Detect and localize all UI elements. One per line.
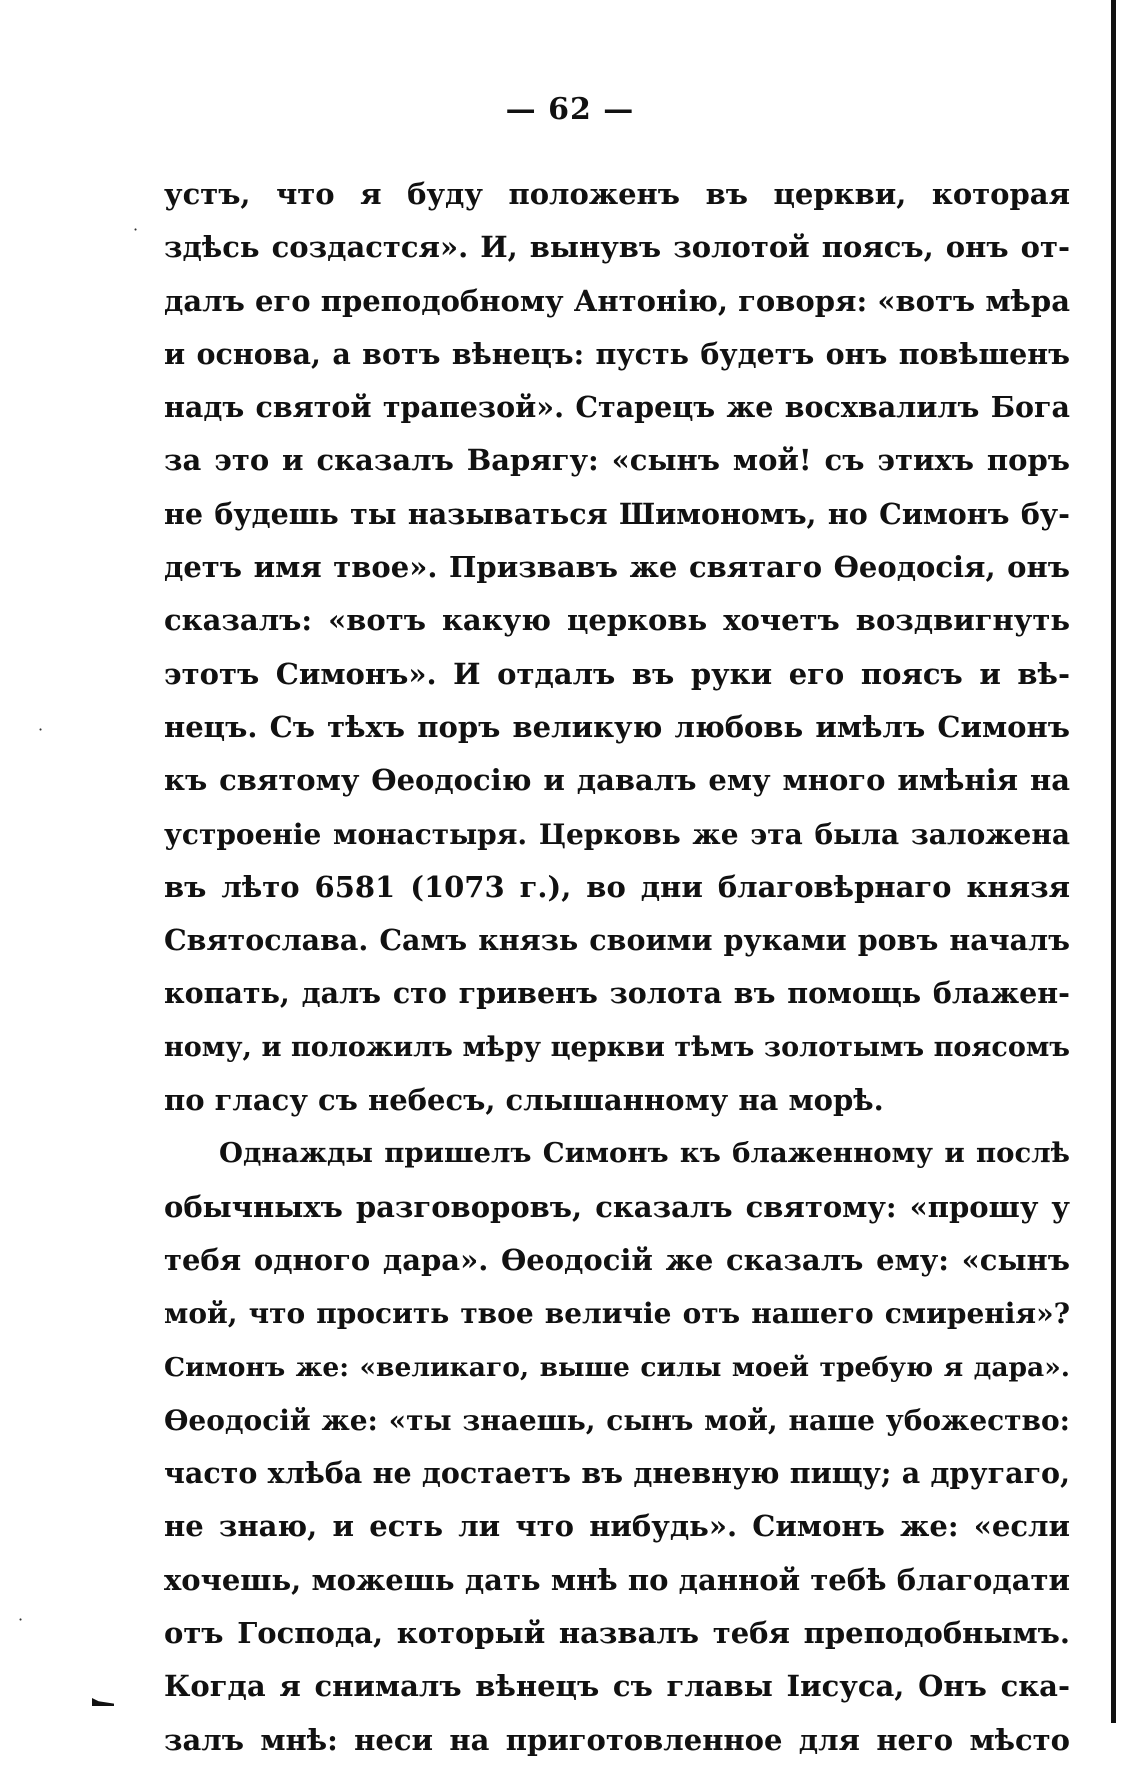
text-line: Симонъ же: «великаго, выше силы моей требую я дара». [164, 1351, 1070, 1383]
text-line: далъ его преподобному Антонію, говоря: «вотъ мѣра [164, 283, 1070, 318]
text-line: и основа, а вотъ вѣнецъ: пусть будетъ онъ повѣшенъ [164, 336, 1070, 371]
text-line: Өеодосій же: «ты знаешь, сынъ мой, наше убожество: [164, 1403, 1070, 1437]
page-number: — 62 — [505, 92, 635, 127]
text-line: къ святому Өеодосію и давалъ ему много имѣнія на [164, 763, 1070, 798]
text-line: устъ, что я буду положенъ въ церкви, которая [164, 177, 1070, 211]
margin-speck: · [18, 1610, 24, 1629]
text-line: обычныхъ разговоровъ, сказалъ святому: «прошу у [164, 1189, 1070, 1224]
text-line: за это и сказалъ Варягу: «сынъ мой! съ этихъ поръ [164, 443, 1070, 478]
text-line: детъ имя твое». Призвавъ же святаго Өеодосія, онъ [164, 550, 1070, 585]
text-line: залъ мнѣ: неси на приготовленное для него мѣсто [164, 1722, 1070, 1757]
text-line: въ лѣто 6581 (1073 г.), во дни благовѣрнаго князя [164, 869, 1070, 904]
text-line: отъ Господа, который назвалъ тебя преподобнымъ. [164, 1616, 1070, 1651]
text-line: часто хлѣба не достаетъ въ дневную пищу; а другаго, [164, 1456, 1070, 1491]
text-line: устроеніе монастыря. Церковь же эта была заложена [164, 817, 1070, 851]
text-line: не знаю, и есть ли что нибудь». Симонъ же: «если [164, 1509, 1070, 1544]
text-line: сказалъ: «вотъ какую церковь хочетъ воздвигнуть [164, 603, 1070, 638]
text-line: нецъ. Съ тѣхъ поръ великую любовь имѣлъ Симонъ [164, 709, 1070, 744]
text-line: мой, что просить твое величіе отъ нашего смиренія»? [164, 1297, 1070, 1331]
text-line: по гласу съ небесъ, слышанному на морѣ. [164, 1083, 884, 1118]
printer-mark [92, 1698, 114, 1706]
text-line: ному, и положилъ мѣру церкви тѣмъ золотымъ поясомъ [164, 1031, 1070, 1063]
text-line: хочешь, можешь дать мнѣ по данной тебѣ благодати [164, 1562, 1070, 1597]
paragraph-first-line: Однажды пришелъ Симонъ къ блаженному и послѣ [219, 1137, 1070, 1170]
text-line: Когда я снималъ вѣнецъ съ главы Іисуса, Онъ ска- [164, 1669, 1070, 1704]
page-edge-shadow [1111, 0, 1116, 1723]
text-line: здѣсь создастся». И, вынувъ золотой поясъ, онъ от- [164, 230, 1070, 265]
text-line: копать, далъ сто гривенъ золота въ помощь блажен- [164, 976, 1070, 1011]
body-text [164, 168, 1070, 1767]
margin-speck: · [133, 220, 139, 239]
text-line: надъ святой трапезой». Старецъ же восхвалилъ Бога [164, 390, 1070, 425]
text-line: тебя одного дара». Өеодосій же сказалъ ему: «сынъ [164, 1242, 1070, 1277]
text-line: этотъ Симонъ». И отдалъ въ руки его поясъ и вѣ- [164, 656, 1070, 691]
text-line: Святослава. Самъ князь своими руками ровъ началъ [164, 923, 1070, 958]
text-line: не будешь ты называться Шимономъ, но Симонъ бу- [164, 496, 1070, 531]
margin-speck: · [38, 720, 44, 739]
